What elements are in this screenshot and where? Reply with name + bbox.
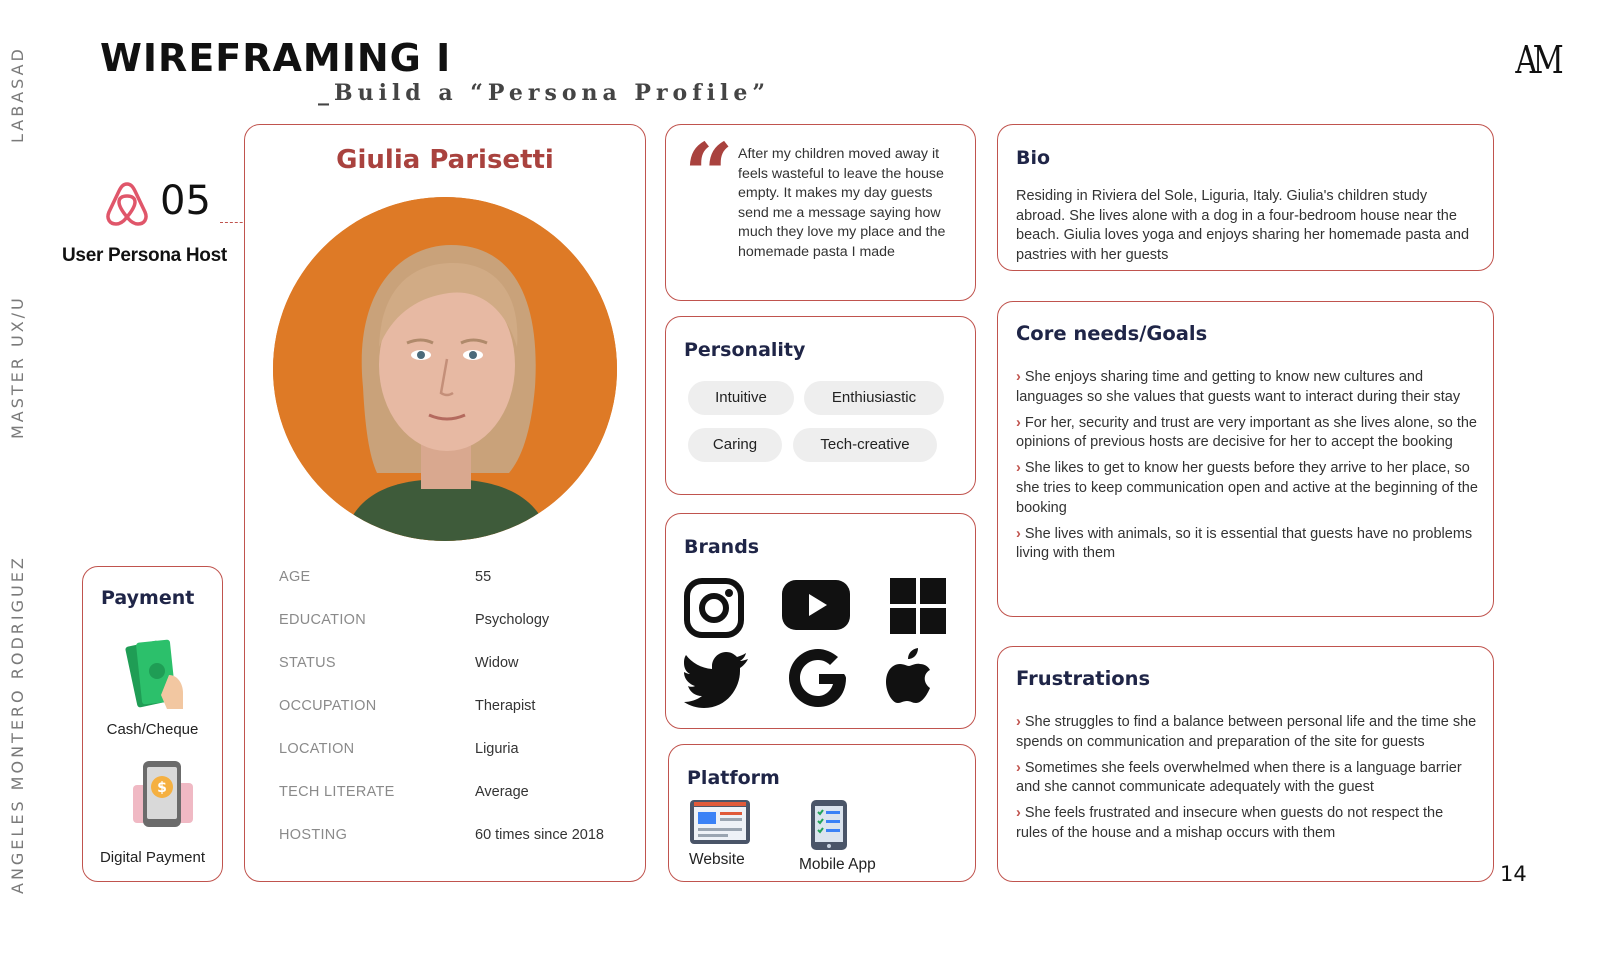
trait-chip: Enthiusiastic [804, 381, 944, 415]
apple-icon [886, 648, 932, 704]
platform-mobile-label: Mobile App [799, 856, 876, 873]
brands-card [665, 513, 976, 729]
persona-name: Giulia Parisetti [336, 145, 554, 175]
quote-text: After my children moved away it feels wasteful to leave the house empty. It makes my day guests send me a message saying how much they love my place and the homemade pasta I made [738, 146, 946, 260]
info-row-occupation [279, 698, 619, 718]
list-item [1016, 414, 1478, 453]
platform-card [668, 744, 976, 882]
avatar [273, 197, 617, 541]
info-value: Widow [475, 655, 519, 671]
info-row-location [279, 741, 619, 761]
frustrations-card [997, 646, 1494, 882]
info-value: Liguria [475, 741, 519, 757]
quote-mark-icon: “ [684, 125, 734, 226]
bio-title: Bio [1016, 147, 1051, 169]
youtube-icon [782, 580, 850, 630]
chevron-right-icon: › [1016, 460, 1021, 477]
chevron-right-icon: › [1016, 759, 1021, 776]
info-row-tech-literate [279, 784, 619, 804]
payment-card [82, 566, 223, 882]
info-key: LOCATION [279, 741, 355, 757]
info-value: 55 [475, 569, 492, 585]
payment-title: Payment [101, 587, 195, 609]
airbnb-icon [104, 178, 150, 228]
info-key: AGE [279, 569, 311, 585]
info-key: HOSTING [279, 827, 348, 843]
windows-icon [890, 578, 946, 634]
author-logo: AM [1515, 38, 1559, 82]
trait-chip: Tech-creative [793, 428, 937, 462]
chevron-right-icon: › [1016, 525, 1021, 542]
page-title: WIREFRAMING I [100, 36, 452, 80]
goals-title: Core needs/Goals [1016, 322, 1208, 345]
google-icon [788, 648, 848, 708]
goal-text: She likes to get to know her guests before they arrive to her place, so she tries to keep communication open and active at the beginning of the booking [1016, 460, 1478, 516]
info-value: Average [475, 784, 529, 800]
trait-chip: Caring [688, 428, 782, 462]
frustration-text: She feels frustrated and insecure when guests do not respect the rules of the house and a mishap occurs with them [1016, 805, 1444, 841]
info-key: EDUCATION [279, 612, 367, 628]
payment-method-cash-label: Cash/Cheque [106, 721, 199, 738]
cash-icon [125, 637, 191, 713]
info-row-age [279, 569, 619, 589]
list-item [1016, 459, 1478, 518]
brands-title: Brands [684, 536, 760, 558]
list-item [1016, 525, 1478, 564]
personality-card [665, 316, 976, 495]
goal-text: She lives with animals, so it is essential that guests have no problems living with them [1016, 525, 1473, 562]
side-label-course: MASTER UX/U [8, 295, 27, 440]
info-row-education [279, 612, 619, 632]
goals-list [1016, 368, 1478, 570]
frustration-text: Sometimes she feels overwhelmed when there is a language barrier and she cannot communicate adequately with the guest [1016, 759, 1462, 796]
info-key: TECH LITERATE [279, 784, 395, 800]
instagram-icon [684, 578, 744, 638]
bio-card [997, 124, 1494, 271]
frustrations-title: Frustrations [1016, 667, 1151, 690]
platform-title: Platform [687, 767, 780, 789]
persona-type-label: User Persona Host [62, 245, 227, 266]
phone-payment-icon [127, 757, 199, 831]
page-subtitle: _Build a “Persona Profile” [318, 80, 771, 106]
personality-title: Personality [684, 339, 806, 361]
info-key: OCCUPATION [279, 698, 377, 714]
bio-text: Residing in Riviera del Sole, Liguria, Italy. Giulia's children study abroad. She lives alone with a dog in a four-bedroom house near the beach. Giulia loves yoga and enjoys sharing her homemade pasta and pastries with her guests [1016, 188, 1470, 263]
list-item [1016, 804, 1478, 843]
payment-method-digital-label: Digital Payment [99, 849, 206, 866]
quote-card [665, 124, 976, 301]
list-item [1016, 759, 1478, 798]
frustrations-list [1016, 713, 1478, 850]
trait-chip: Intuitive [688, 381, 794, 415]
side-label-school: LABASAD [8, 46, 27, 144]
svg-text:$: $ [157, 780, 167, 796]
chevron-right-icon: › [1016, 805, 1021, 822]
goal-text: She enjoys sharing time and getting to know new cultures and languages so she values that guests want to interact during their stay [1016, 369, 1461, 405]
info-value: 60 times since 2018 [475, 827, 604, 843]
profile-card [244, 124, 646, 882]
website-icon [689, 799, 751, 845]
chevron-right-icon: › [1016, 714, 1021, 730]
list-item [1016, 368, 1478, 407]
goal-text: For her, security and trust are very important as she lives alone, so the opinions of previous hosts are decisive for her to accept the booking [1016, 414, 1477, 451]
goals-card [997, 301, 1494, 617]
info-value: Psychology [475, 612, 550, 628]
info-row-status [279, 655, 619, 675]
info-key: STATUS [279, 655, 336, 671]
twitter-icon [684, 652, 750, 708]
info-row-hosting [279, 827, 619, 847]
list-item [1016, 713, 1478, 752]
info-value: Therapist [475, 698, 536, 714]
side-label-author: ANGELES MONTERO RODRIGUEZ [8, 555, 27, 895]
mobile-app-icon [809, 799, 849, 851]
chevron-right-icon: › [1016, 369, 1021, 385]
frustration-text: She struggles to find a balance between personal life and the time she spends on communication and preparation of the site for guests [1016, 714, 1477, 750]
platform-website-label: Website [689, 851, 745, 868]
chevron-right-icon: › [1016, 414, 1021, 431]
page-number: 14 [1500, 862, 1527, 886]
persona-number: 05 [160, 178, 211, 224]
